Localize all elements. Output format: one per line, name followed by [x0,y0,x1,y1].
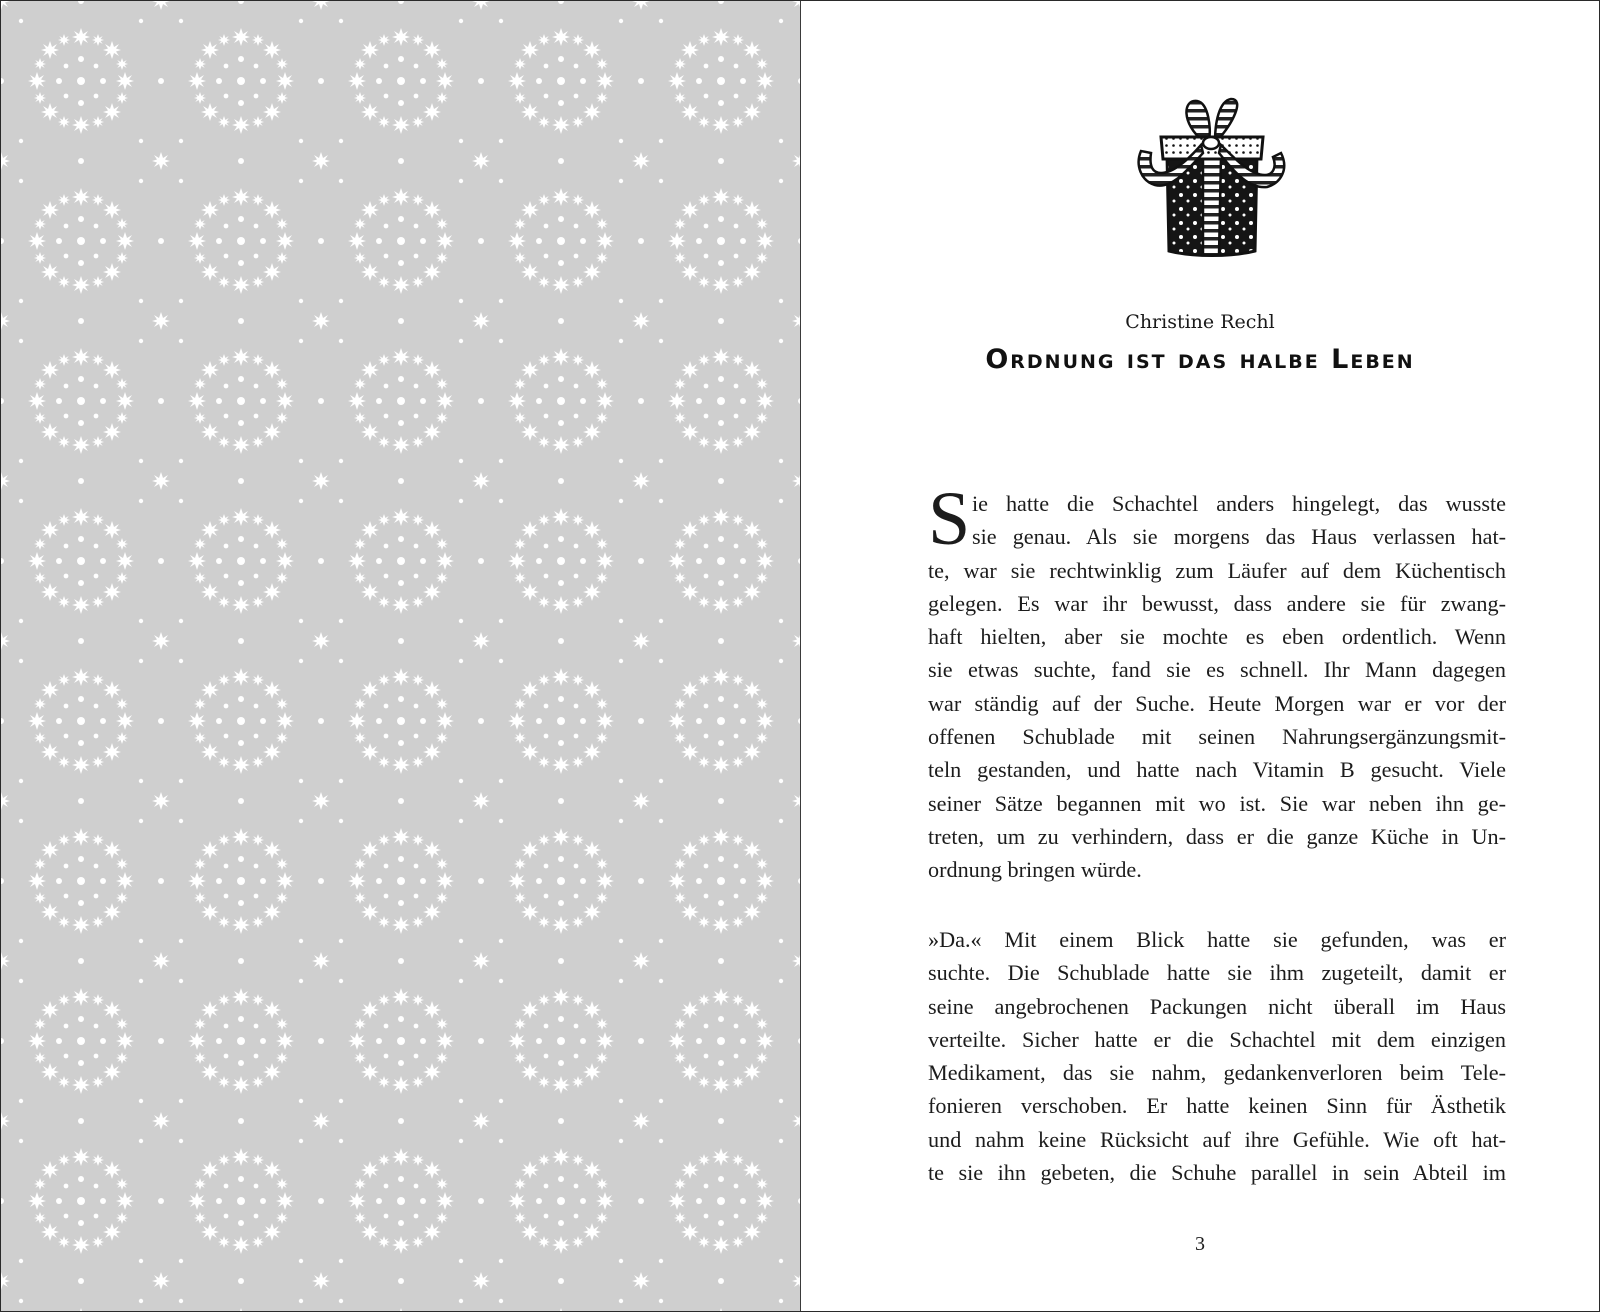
text-line: sie etwas suchte, fand sie es schnell. Ihr Mann dagegen [928,657,1506,683]
text-line: und nahm keine Rücksicht auf ihre Gefühle. Wie oft hat- [928,1126,1506,1152]
text-line: ie hatte die Schachtel anders hingelegt, das wusste [972,491,1506,516]
text-line: gelegen. Es war ihr bewusst, dass andere sie für zwang- [928,590,1506,616]
text-line: te sie ihn gebeten, die Schuhe parallel in sein Abteil im [928,1160,1506,1186]
text-line: fonieren verschoben. Er hatte keinen Sinn für Ästhetik [928,1093,1506,1119]
text-line: haft hielten, aber sie mochte es eben ordentlich. Wenn [928,624,1506,650]
page-number: 3 [1195,1233,1205,1255]
text-line: suchte. Die Schublade hatte sie ihm zugeteilt, damit er [928,960,1506,986]
text-line: seiner Sätze begannen mit wo ist. Sie war neben ihn ge- [928,790,1506,816]
decorative-pattern-page [1,1,801,1311]
text-line: offenen Schublade mit seinen Nahrungsergänzungsmit- [928,724,1506,750]
gift-box-icon [1121,93,1301,273]
author-name: Christine Rechl [1125,311,1275,333]
text-line: seine angebrochenen Packungen nicht überall im Haus [928,993,1506,1019]
drop-cap: S [928,477,971,561]
text-line: treten, um zu verhindern, dass er die ganze Küche in Un- [928,823,1506,849]
text-line: teln gestanden, und hatte nach Vitamin B gesucht. Viele [928,757,1506,783]
text-line: verteilte. Sicher hatte er die Schachtel mit dem einzigen [928,1026,1506,1052]
story-paragraph-2 [928,923,1506,1189]
text-line: te, war sie rechtwinklig zum Läufer auf dem Küchentisch [928,557,1506,583]
text-line: sie genau. Als sie morgens das Haus verlassen hat- [972,524,1506,550]
story-paragraph-1 [928,477,1506,887]
snowflake-star-pattern-icon [1,1,800,1311]
story-page [801,1,1599,1311]
text-line: ordnung bringen würde. [928,857,1142,883]
text-line: war ständig auf der Suche. Heute Morgen war er vor der [928,690,1506,716]
text-line: Medikament, das sie nahm, gedankenverloren beim Tele- [928,1060,1506,1086]
story-title: Ordnung ist das halbe Leben [985,344,1415,375]
text-line: »Da.« Mit einem Blick hatte sie gefunden, was er [928,927,1506,952]
